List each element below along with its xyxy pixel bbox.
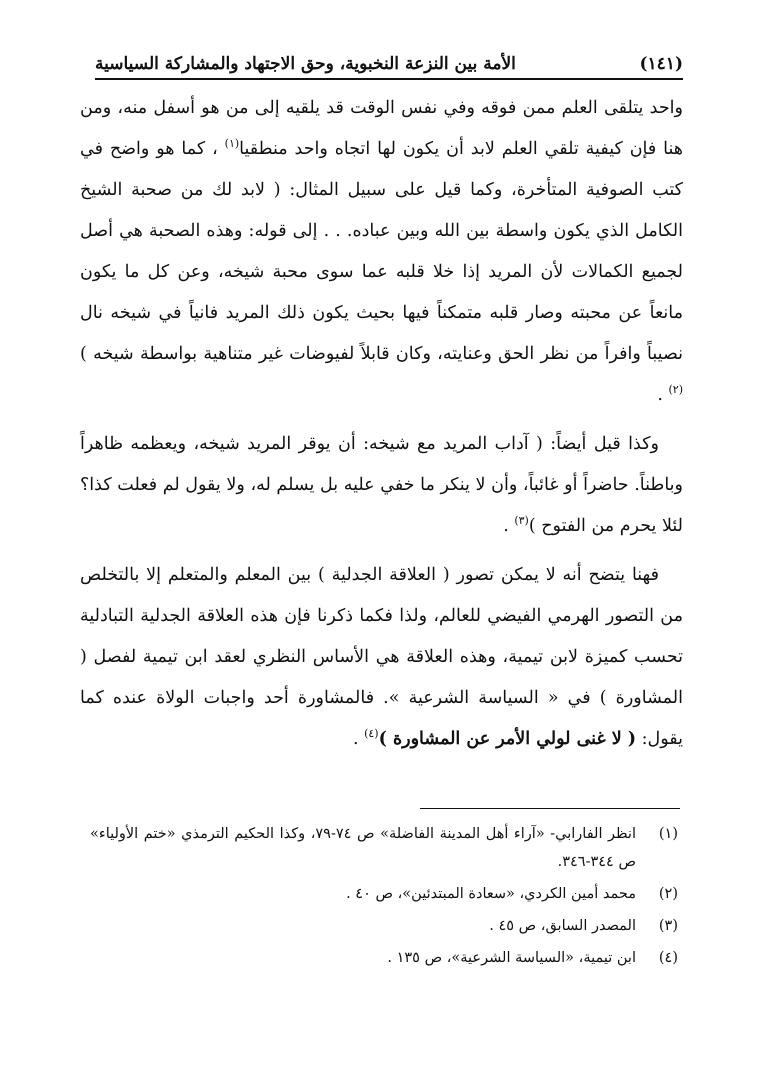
- footnote-number: (٣): [658, 918, 678, 934]
- footnotes: [90, 820, 678, 976]
- footnote-number: (٢): [658, 886, 678, 902]
- footnote-text: ابن تيمية، «السياسة الشرعية»، ص ١٣٥ .: [387, 950, 636, 966]
- footnote: [90, 944, 678, 972]
- footnote: [90, 880, 678, 908]
- bold-quote: ( لا غنى لولي الأمر عن المشاورة ): [378, 729, 637, 749]
- text-run: .: [352, 729, 365, 749]
- footnote: [90, 912, 678, 940]
- text-run: واحد يتلقى العلم ممن فوقه وفي نفس الوقت قد يلقيه إلى من هو أسفل منه، ومن هنا فإن كيفية تلقي العلم لابد أن يكون لها اتجاه واحد منطقيا: [80, 98, 684, 159]
- footnote-text: المصدر السابق، ص ٤٥ .: [489, 918, 636, 934]
- footnote-text: محمد أمين الكردي، «سعادة المبتدئين»، ص ٤٠ .: [346, 886, 636, 902]
- footnote-text: انظر الفارابي- «آراء أهل المدينة الفاضلة» ص ٧٤-٧٩، وكذا الحكيم الترمذي «ختم الأولياء» ص ٣٤٤-٣٤٦.: [90, 826, 636, 870]
- main-text: [80, 88, 683, 768]
- text-run: فهنا يتضح أنه لا يمكن تصور ( العلاقة الجدلية ) بين المعلم والمتعلم إلا بالتخلص من التصور الهرمي الفيضي للعالم، ولذا فكما ذكرنا فإن هذه العلاقة الجدلية التبادلية تحسب كميزة لابن تيمية، وهذه العلاقة هي الأساس النظري لعقد ابن تيمية لفصل ( المشاورة ) في « السياسة الشرعية ». فالمشاورة أحد واجبات الولاة عنده كما يقول:: [80, 565, 683, 749]
- text-run: وكذا قيل أيضاً: ( آداب المريد مع شيخه: أن يوقر المريد شيخه، ويعظمه ظاهراً وباطناً. حاضراً أو غائباً، وأن لا ينكر ما خفي عليه بل يسلم له، ولا يقول لم فعلت كذا؟ لئلا يحرم من الفتوح ): [80, 434, 683, 536]
- paragraph: [80, 555, 683, 760]
- footnote-marker: (٤): [364, 727, 379, 741]
- footnote-marker: (١): [224, 137, 240, 151]
- footnote-marker: (٣): [514, 514, 529, 528]
- page-header: [95, 40, 683, 80]
- footnote-number: (٤): [658, 950, 678, 966]
- footnote-number: (١): [658, 826, 678, 842]
- footnote-separator: [420, 808, 680, 809]
- text-run: .: [503, 516, 515, 536]
- footnote-marker: (٢): [668, 383, 683, 397]
- text-run: ، كما هو واضح في كتب الصوفية المتأخرة، وكما قيل على سبيل المثال: ( لابد لك من صحبة الشيخ الكامل الذي يكون واسطة بين الله وبين عباده. . . إلى قوله: وهذه الصحبة هي أصل لجميع الكمالات لأن المريد إذا خلا قلبه عما سوى محبة شيخه، وعن كل ما يكون مانعاً عن محبته وصار قلبه متمكناً فيها بحيث يكون ذلك المريد فانياً في شيخه نال نصيباً وافراً من نظر الحق وعنايته، وكان قابلاً لفيوضات غير متناهية بواسطة شيخه ): [80, 139, 683, 364]
- paragraph: [80, 88, 683, 416]
- text-run: .: [657, 385, 669, 405]
- running-title: الأمة بين النزعة النخبوية، وحق الاجتهاد والمشاركة السياسية: [95, 54, 516, 74]
- paragraph: [80, 424, 683, 547]
- page-number: (١٤١): [639, 54, 683, 74]
- footnote: [90, 820, 678, 876]
